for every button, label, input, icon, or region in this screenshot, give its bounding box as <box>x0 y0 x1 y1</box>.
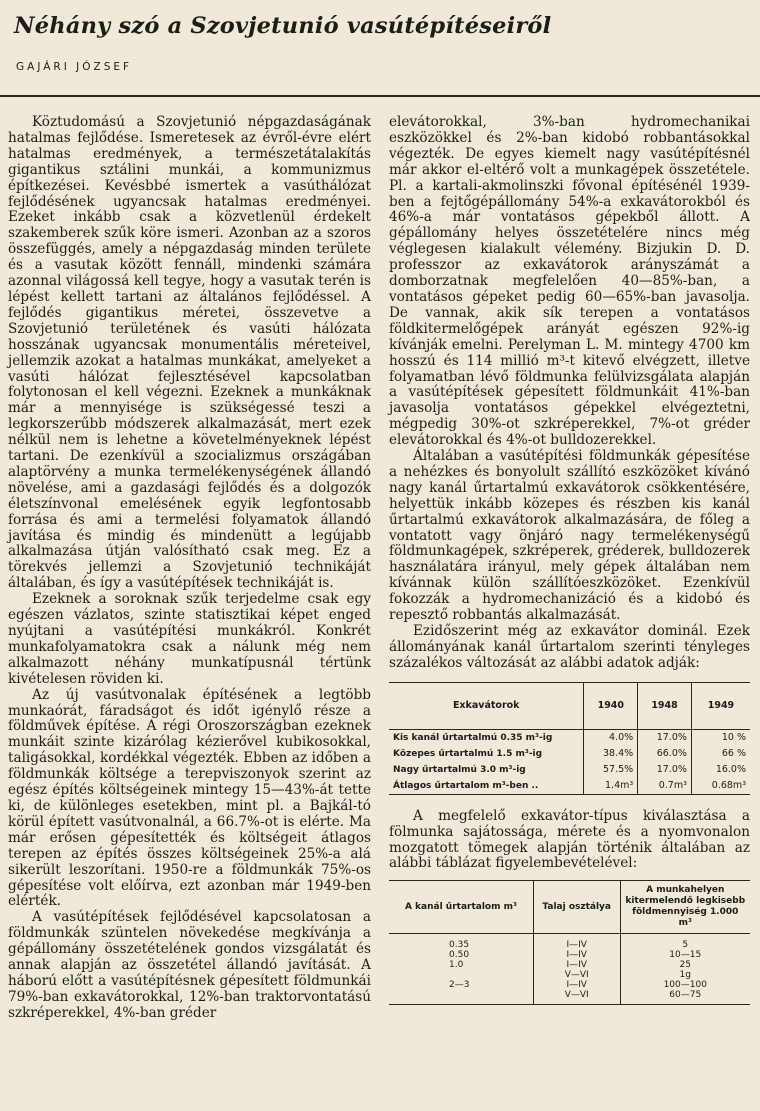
cell-value: 25 <box>679 960 691 971</box>
paragraph: A vasútépítések fejlődésével kapcsolatosan a földmunkák szüntelen növekedése megkívánja a gépállomány összetételének gondos vizsgálatát és annak alapján az összetétel állandó javítását. A háború előtt a vasútépítésnek gépesített földmunkái 79%-ban exkavátorokkal, 12%-ban traktorvontatású szkréperekkel, 4%-ban gréder <box>8 909 371 1021</box>
table-header-row <box>389 682 750 729</box>
table-cell: Kis kanál űrtartalmú 0.35 m³-ig <box>393 732 553 743</box>
cell-value: I—IV <box>566 960 587 971</box>
table-row <box>389 746 750 762</box>
author-name: GAJÁRI JÓZSEF <box>16 61 133 73</box>
cell-value: 1.0 <box>449 960 464 971</box>
cell-value: I—IV <box>566 940 587 951</box>
table-cell: 0.68m³ <box>691 778 750 795</box>
table-cell <box>533 934 620 1005</box>
table-header-row <box>389 881 750 934</box>
table-header-cell: 1940 <box>584 682 638 729</box>
paragraph: elevátorokkal, 3%-ban hydromechanikai eszközökkel és 2%-ban kidobó robbantásokkal végezték. De egyes kiemelt nagy vasútépítésnél már akkor el-eltérő volt a munkagépek összetétele. Pl. a kartali-akmolinszki fővonal építésénél 1939-ben a fejtőgépállomány 54%-a exkavátorokból és 46%-a már vontatásos gépekből állott. A gépállomány helyes összetételére nincs még véglegesen kialakult vélemény. Bizjukin D. D. professzor az exkavátorok arányszámát a domborzatnak megfelelően 40—85%-ban, a vontatásos gépeket pedig 60—65%-ban javasolja. De vannak, akik sík terepen a vontatásos földkitermelőgépek arányát egészen 92%-ig kívánják emelni. Perelyman L. M. mintegy 4700 km hosszú és 114 millió m³-t kitevő elvégzett, illetve folyamatban lévő földmunka felülvizsgálata alapján a vasútépítések gépesített földmunkáit 41%-ban javasolja vontatásos gépekkel elvégeztetni, mégpedig 30%-ot szkréperekkel, 7%-ot gréder elevátorokkal és 4%-ot bulldozerekkel. <box>389 114 750 449</box>
table-cell: Átlagos űrtartalom m³-ben .. <box>393 780 539 791</box>
cell-value: V—VI <box>564 990 589 1001</box>
table-cell <box>620 934 750 1005</box>
table-header-cell: A kanál űrtartalom m³ <box>389 881 533 934</box>
cell-value: 2—3 <box>449 980 470 991</box>
table-header-cell: 1948 <box>638 682 692 729</box>
paragraph: Általában a vasútépítési földmunkák gépesítése a nehézkes és bonyolult szállító eszközöket kívánó nagy kanál űrtartalmú exkavátorok csökkentésére, helyettük inkább közepes és részben kis kanál űrtartalmú exkavátorok alkalmazására, de főleg a vontatott vagy önjáró nagy termelékenységű földmunkagépek, szkréperek, gréderek, bulldozerek használatára irányul, mely gépek általában nem kívánnak külön szállítóeszközöket. Ezenkívül fokozzák a hydromechanizáció és a kidobó és repesztő robbantás alkalmazását. <box>389 448 750 624</box>
table-header-cell: 1949 <box>691 682 750 729</box>
article-title: Néhány szó a Szovjetunió vasútépítéseiről <box>14 13 552 39</box>
cell-value: 1g <box>679 970 691 981</box>
table-row <box>389 778 750 795</box>
table-cell: 0.7m³ <box>638 778 692 795</box>
table-cell: 17.0% <box>638 762 692 778</box>
cell-value: 10—15 <box>669 950 702 961</box>
table-cell: 17.0% <box>638 729 692 746</box>
cell-value: I—IV <box>566 950 587 961</box>
table-row <box>389 934 750 1005</box>
excavator-table <box>389 682 750 795</box>
cell-value: 100—100 <box>663 980 707 991</box>
table-header-cell: Exkavátorok <box>389 682 584 729</box>
paragraph: Ezeknek a soroknak szűk terjedelme csak egy egészen vázlatos, szinte statisztikai képet enged nyújtani a vasútépítési munkákról. Konkrét munkafolyamatokra csak a nálunk még nem alkalmazott néhány munkatípusnál tértünk kivételesen röviden ki. <box>8 591 371 687</box>
cell-value: 0.35 <box>449 940 470 951</box>
cell-value: I—IV <box>566 980 587 991</box>
left-column <box>8 115 371 1022</box>
paragraph: Köztudomású a Szovjetunió népgazdaságának hatalmas fejlődése. Ismeretesek az évről-évre elért hatalmas eredmények, a természetátalakítás gigantikus sztálini munkái, a kommunizmus építkezései. Kevésbbé ismertek a vasúthálózat fejlődésének ugyancsak hatalmas eredményei. Ezeket inkább csak a közvetlenül érdekelt szakemberek szűk köre ismeri. Azonban az a szoros összefüggés, amely a népgazdaság minden területe és a vasutak között fennáll, mindenki számára azonnal világossá kell tegye, hogy a vasutak terén is lépést kellett tartani az általános fejlődéssel. A fejlődés gigantikus méretei, összevetve a Szovjetunió területének és vasúti hálózata hosszának ugyancsak monumentális méreteivel, jellemzik azokat a hatalmas munkákat, amelyeket a vasúti hálózat fejlesztésével kapcsolatban folytonosan el kell végezni. Ezeknek a munkáknak már a mennyisége is szükségessé teszi a legkorszerűbb módszerek alkalmazását, mert ezek nélkül nem is lehetne a követelményeknek lépést tartani. De ezenkívül a szocializmus országában alaptörvény a munka termelékenységének állandó növelése, ami a gazdasági fejlődés és a dolgozók életszínvonal emelésének egyik legfontosabb forrása és ami a termelési folyamatok állandó javítása és mindig és mindenütt a legújabb alkalmazása útján valósítható csak meg. Ez a törekvés jellemzi a Szovjetunió technikáját általában, és így a vasútépítések technikáját is. <box>8 114 371 592</box>
table-cell: 66 % <box>691 746 750 762</box>
table-cell: 57.5% <box>584 762 638 778</box>
table-header-cell: Talaj osztálya <box>533 881 620 934</box>
table-cell: 10 % <box>691 729 750 746</box>
cell-value <box>449 970 529 980</box>
paragraph: Az új vasútvonalak építésének a legtöbb munkaórát, fáradságot és időt igénylő része a földművek építése. A régi Oroszországban ezeknek munkáit szinte kizárólag kézierővel kubikosokkal, taligásokkal, kordékkal végezték. Ebben az időben a földmunkák költsége a terepviszonyok szerint az egész építés költségeinek mintegy 15—43%-át tette ki, de különleges esetekben, mint pl. a Bajkál-tó körül épített vasútvonalnál, a 66.7%-ot is elérte. Ma már erősen gépesítették és költségeit átlagos terepen az építés összes költségeinek 25%-a alá sikerült leszorítani. 1950-re a földmunkák 75%-os gépesítése volt előírva, ezt azonban már 1949-ben elérték. <box>8 686 371 910</box>
table-cell: Közepes űrtartalmú 1.5 m³-ig <box>393 748 543 759</box>
table-row <box>389 762 750 778</box>
table-row <box>389 729 750 746</box>
cell-value: 60—75 <box>669 990 702 1001</box>
table-cell: 66.0% <box>638 746 692 762</box>
table-cell: 38.4% <box>584 746 638 762</box>
table-cell: 4.0% <box>584 729 638 746</box>
paragraph: A megfelelő exkavátor-típus kiválasztása a fölmunka sajátossága, mérete és a nyomvonalon mozgatott tömegek alapján történik általában az alábbi táblázat figyelembevételével: <box>389 807 750 872</box>
excavator-selection-table <box>389 880 750 1005</box>
table-cell <box>389 934 533 1005</box>
cell-value: 5 <box>682 940 689 951</box>
table-cell: 16.0% <box>691 762 750 778</box>
cell-value: 0.50 <box>449 950 470 961</box>
paragraph: Ezidőszerint még az exkavátor dominál. Ezek állományának kanál űrtartalom szerinti tényleges százalékos változását az alábbi adatok adják: <box>389 623 750 671</box>
header-rule <box>0 95 760 97</box>
cell-value: V—VI <box>564 970 589 981</box>
right-column <box>389 115 750 1005</box>
table-cell: Nagy űrtartalmú 3.0 m³-ig <box>393 764 526 775</box>
table-cell: 1.4m³ <box>584 778 638 795</box>
table-header-cell: A munkahelyen kitermelendő legkisebb földmennyiség 1.000 m³ <box>620 881 750 934</box>
